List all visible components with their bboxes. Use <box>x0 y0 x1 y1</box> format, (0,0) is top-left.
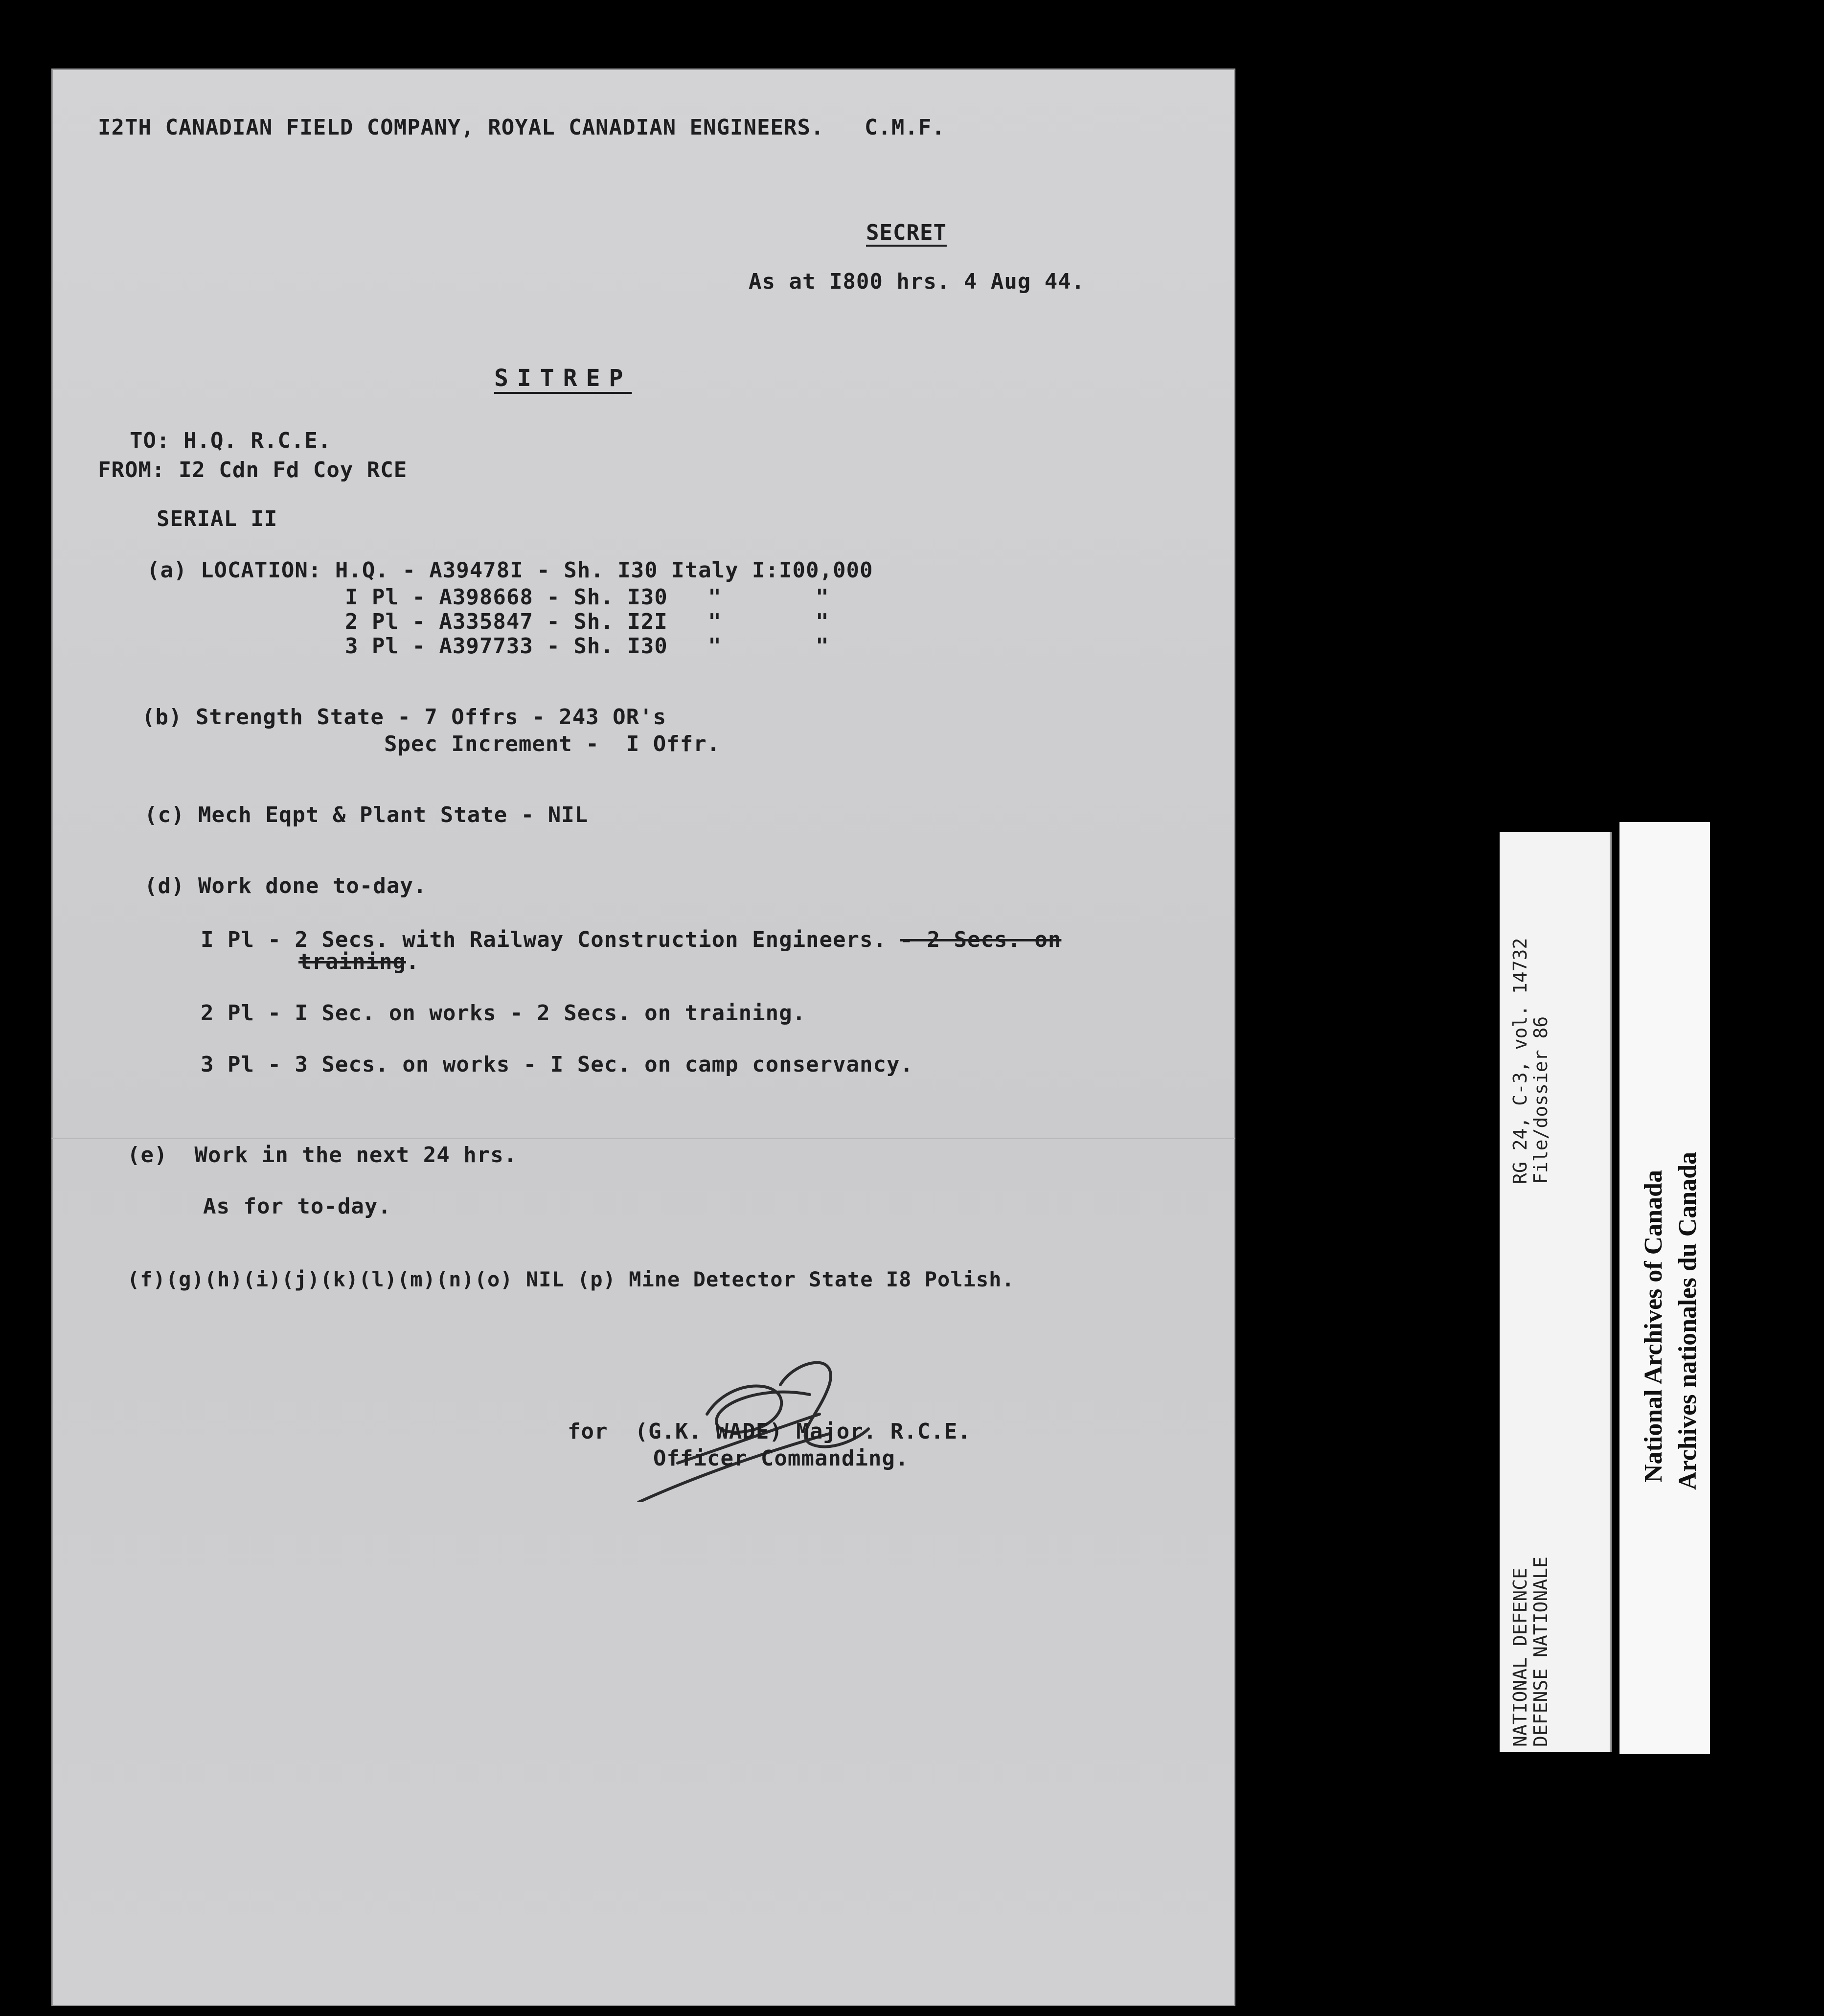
page-fold-line <box>51 1138 1235 1139</box>
department-en: NATIONAL DEFENCE <box>1509 1567 1531 1747</box>
archive-name-strip <box>1619 822 1710 1754</box>
company-header: I2TH CANADIAN FIELD COMPANY, ROYAL CANADIAN ENGINEERS. C.M.F. <box>98 115 945 140</box>
work-done-1pl <box>201 927 1061 952</box>
location-line-1pl: I Pl - A398668 - Sh. I30 " " <box>345 585 829 610</box>
archive-reference: RG 24, C-3, vol. 14732 <box>1509 938 1531 1184</box>
remaining-items: (f)(g)(h)(i)(j)(k)(l)(m)(n)(o) NIL (p) Mine Detector State I8 Polish. <box>127 1267 1015 1291</box>
from-line: FROM: I2 Cdn Fd Coy RCE <box>98 458 408 482</box>
document-title: SITREP <box>494 365 632 392</box>
work-done-1pl-text: I Pl - 2 Secs. with Railway Construction Engineers. <box>201 927 900 952</box>
next-work-detail: As for to-day. <box>203 1194 391 1219</box>
classification-label: SECRET <box>866 220 947 245</box>
serial-line: SERIAL II <box>157 506 278 531</box>
archive-file: File/dossier 86 <box>1530 1016 1551 1184</box>
mech-eqpt-state: (c) Mech Eqpt & Plant State - NIL <box>144 802 589 827</box>
signature-block-line2: Officer Commanding. <box>653 1446 909 1471</box>
next-work-heading: (e) Work in the next 24 hrs. <box>127 1143 518 1168</box>
work-done-2pl: 2 Pl - I Sec. on works - 2 Secs. on training. <box>201 1001 806 1026</box>
archive-name-en: National Archives of Canada <box>1640 1170 1667 1483</box>
archive-reference-strip <box>1500 832 1612 1752</box>
location-line-2pl: 2 Pl - A335847 - Sh. I2I " " <box>345 609 829 634</box>
location-line-hq: (a) LOCATION: H.Q. - A39478I - Sh. I30 Italy I:I00,000 <box>147 558 873 583</box>
department-fr: DEFENSE NATIONALE <box>1530 1557 1551 1747</box>
as-at-date: As at I800 hrs. 4 Aug 44. <box>749 269 1085 294</box>
spec-increment: Spec Increment - I Offr. <box>384 732 721 756</box>
work-done-1pl-continued <box>298 949 419 974</box>
work-done-heading: (d) Work done to-day. <box>144 873 427 898</box>
document-page <box>51 69 1235 2006</box>
archive-name-fr: Archives nationales du Canada <box>1674 1151 1702 1490</box>
location-line-3pl: 3 Pl - A397733 - Sh. I30 " " <box>345 634 829 659</box>
work-done-1pl-period: . <box>406 949 420 974</box>
struck-text-continued: training <box>298 949 406 974</box>
struck-text: - 2 Secs. on <box>900 927 1062 952</box>
strength-state: (b) Strength State - 7 Offrs - 243 OR's <box>142 705 667 730</box>
work-done-3pl: 3 Pl - 3 Secs. on works - I Sec. on camp conservancy. <box>201 1052 913 1077</box>
to-line: TO: H.Q. R.C.E. <box>130 428 332 453</box>
signature-block-line1: for (G.K. WADE) Major. R.C.E. <box>568 1419 971 1444</box>
